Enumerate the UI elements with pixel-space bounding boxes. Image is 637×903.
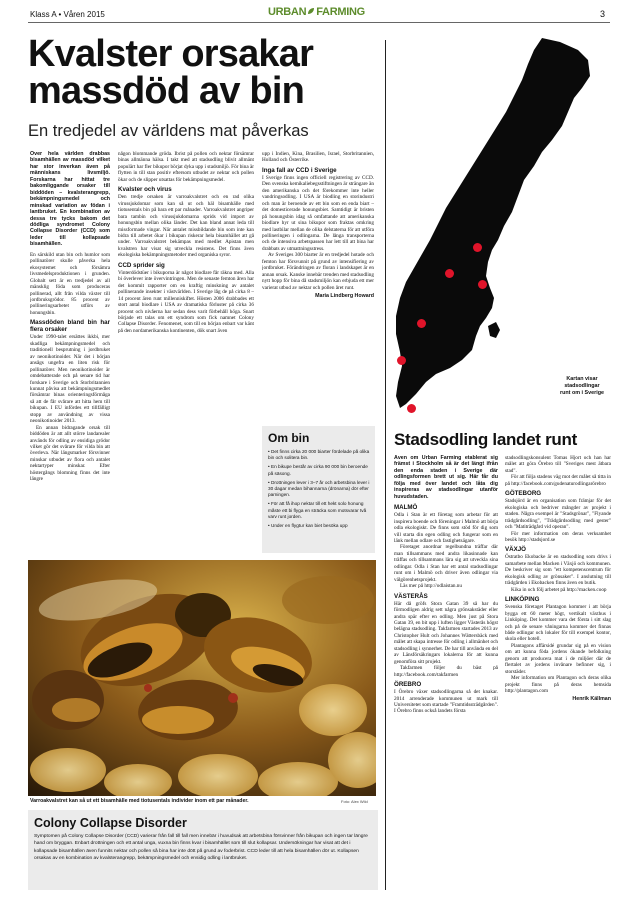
column-1 xyxy=(30,151,110,555)
list-item: • Det finns cirka 20 000 biarter fördelade på olika bin och solitera bin. xyxy=(268,449,370,461)
map-marker-stockholm xyxy=(478,280,487,289)
sweden-map xyxy=(392,36,610,420)
stadsodling-column-1 xyxy=(394,455,498,891)
link-text[interactable]: Takfarmen följer du bäst på http://facebook.com/takfarmen xyxy=(394,665,498,678)
list-item: • En bikupe består av cirka 90 000 bin beroende på säsong. xyxy=(268,464,368,476)
paragraph: Vinterdödstüer i bikuporna är något biodlare får räkna med. Alla bi överlever inte övervintringen. Men de senaste femton åren har det kommit rapporter om en kraftig minskning av antalet pollinerande insekter i västvärlden. I Sverige låg de på cirka 8 – 14 procent ären runt millenniskiftet. Hösten 2006 drabbades ett stort antal biodlare i USA av dramatiska förluster på cirka 36 procent och nivåerna har sedan dess varit förbehåll höga. Snart började ett talas om ett syndrom som fick namnet Colony Collapse Disorder. Fenomenet, som till en början enbart var känt på den nordamerikanska kontinenten, dök snart även xyxy=(118,269,254,334)
list-item: • Drottningen lever i 3–7 år och arbetsbina lever i 30 dagar medan bihannarna (drönarna) dör efter parningen. xyxy=(268,479,370,498)
map-caption-line: runt om i Sverige xyxy=(559,389,605,396)
photo-caption: Varroakvalstret kan så ut ett bisamhälle med tiotusentals individer inom ett par månader. xyxy=(30,798,249,804)
map-marker-malmo xyxy=(407,404,416,413)
link-text[interactable]: Kika in och följ arbetet på http://macken.coop xyxy=(511,586,607,593)
link-text[interactable]: Mer information om Plantagon och deras olika projekt finns på deras hemsida http://plantagon.com xyxy=(505,675,611,695)
paragraph: Företaget anordnar regelbundna träffar där man tillsammans med andra likasinnade kan träffas och tillsammans lära sig att utveckla sina odlingar. Odla i Stan har ett antal stadsodlingar runt om i Malmö och driver även odlingar via välgörenhetsprojekt. xyxy=(394,544,498,583)
link-text[interactable]: Läs mer på http://odlaistan.nu xyxy=(400,583,462,590)
column-3 xyxy=(262,151,374,426)
paragraph: Odla i Stan är ett företag som arbetar för att inspirera boende och föreningar i Malmö att börja odla ekologiskt. De finns som stöd för dig som vill starta din egen odling och fungerar som en länk mellan odlare och fastighetsägare. xyxy=(394,512,498,544)
stadsodling-lead: Även om Urban Farming etablerat sig främst i Stockholm så är det längt ifrån den enda staden i Sverige där odlingsformen brett ut sig. Här får du följa med över landet och låta dig inspireras av stadsodlingar utanför huvudstaden. xyxy=(394,455,498,500)
city-heading: VÄSTERÅS xyxy=(394,592,428,600)
map-caption xyxy=(552,376,612,396)
ccd-text: Symptomen på Colony Collapse Disorder (CCD) varierar från fall till fall men innebär i huvudsak att arbetsbina försvinner från bikupan och ingen tar längre hand om bryggan. Enbart drottningen och ett antal unga, vuxna bin finns kvar i bisamhället som till slut kollapsar. Undersökningar har visat att det i kollapsade bisamhällen även funnits nektar och pollen så bina har inte dött på grund av foderbrist. CCD leder till att hela bisamhällen dör ut. Kollapsen orsakas av en kombination av kvalsterangrepp, bekämpningsmedel och ensidig odling i lantbruket. xyxy=(34,834,368,862)
paragraph: Av Sveriges 300 biarter är en tredjedel hotade och femton har försvunnit på grund av intensifiering av jordbruket. Förändringen av floran i landskapet är en annan orsak. Kanske innebär trenden med stadsodling nytt hopp för bina då stadsmiljön kan erbjuda ett mer varierat utbud av nektar och pollen året runt. xyxy=(262,252,374,291)
paragraph: stadsodlingskonsulent Tomas Hjort och han har målet att göra Örebro till "Sveriges mest ätbara stad". xyxy=(505,455,611,474)
header-rule xyxy=(28,22,610,23)
stadsodling-title: Stadsodling landet runt xyxy=(394,430,577,449)
map-caption-line: Kartan visar xyxy=(566,376,598,382)
paragraph: En särskild utan bin och humlor som pollinatörer skulle påverka hela ekosystemet och försämra livsmedelsproduktionen i grunden. Globalt sett är en tredjedel av all mänsklig föda som produceras pollinerad, allt från vilda växter till jordbruksgrödor. 85 procent av pollineringsarbetet utförs av honungsbin. xyxy=(30,251,110,316)
paragraph: Stadsjörd är en organisation som främjar för det ekologiska och bedriver mångder av projekt i staden. Några exempel är "Stadsgrönar", "Flyande trädgårdsodling", "Trädgårdsodling med gester" och "Matiträdgård vid operan". xyxy=(505,498,611,531)
paragraph: upp i Indien, Kina, Brasilien, Israel, Storbritannien, Holland och Österrike. xyxy=(262,151,374,164)
paragraph: I Sverige finns ingen officiell registrering av CCD. Den svenska kemikaliebegsstiftningen är strängare än den amerikanska och det förekommer inte heller vandringsodling. I USA är biodling en storindustri och man är beroende av ett bin som en enda biart – det domesticerade honungsbiet. Samtidigt är bristen på honungsbin idag så omfattande att amerikanska biodlare hyr ut sina bikupor som fraktas omkring med lastbilar mellan de olika delstaterna för att utföra pollineringen i odlingarna. De långa transporterna och de intensiva arbetspassen har lett till att bina har drabbats av utmattningsstress. xyxy=(262,174,374,252)
map-marker-vaxjo xyxy=(397,356,406,365)
subheading: CCD sprider sig xyxy=(118,261,165,269)
logo-urban: URBAN xyxy=(268,6,307,18)
logo-farming: FARMING xyxy=(316,6,365,18)
title-line-1: Kvalster orsakar xyxy=(28,33,314,75)
link-text[interactable]: För mer information om deras verksamhet besök http://stadsjord.se xyxy=(505,530,611,543)
city-heading: MALMÖ xyxy=(394,504,418,512)
article-lead: Över hela världen drabbas bisamhällen av massdöd vilket har stor inverkan även på människans livsmiljö. Forskarna har hittat tre bakomliggande orsaker till biddöden – kvalsterangrepp, bekämpningsmedel och minskad variation av födan i lantbruket. En kombination av dessa tre tycks bakom det dödliga syndromet Colony Collapse Disorder (CCD) som leder till kollapsade bisamhällen. xyxy=(30,151,110,248)
author: Henrik Källman xyxy=(572,695,611,702)
paragraph: Här då gröfs Stora Gatan 39 så har du förmodligen aldrig sett några grönsakstäder eller andra spär efter en odling. Men just på Stora Gatan 39, en bit upp i luften ligger Västerås högst belägna stadsodling. Takfarmen startades 2013 av Christopher Hult och Johannes Wättersbäck med målet att skapa intresse för odling i allmänhet och stadsodling i synnerhet. De har till använda en del av Länsförsäkringars lokalerna för att kunna genomföra sitt projekt. xyxy=(394,600,498,665)
map-marker-gavle xyxy=(473,243,482,252)
city-heading: ÖREBRO xyxy=(394,681,422,689)
article-title xyxy=(28,33,388,112)
om-bin-box xyxy=(262,426,375,553)
paragraph: någon blommande gröda. Ibrist på pollen och nektar försämrar binas allmänna hälsa. I takt med att stadsodling blivit allmänt populärt har fler bikupor börjat dyka upp i stadsmiljö. För bina är flytten in till stan positiv eftersom utbudet av nektar och pollen ökar och de slipper utsattas för bekämpningsmedel. xyxy=(118,151,254,183)
map-marker-goteborg xyxy=(417,319,426,328)
logo xyxy=(268,6,365,18)
paragraph: En annan bidragande orsak till biddöden är att allt större landarealer används för odling av ensidiga grödor vilket gör det svårare för vilda bin att överleva. När längsmarker försvinner minskar utbudet av flora och antalet nektartyper minskar. Efter höstergångs blomning finns det inte längre xyxy=(30,424,110,483)
ccd-title: Colony Collapse Disorder xyxy=(34,816,187,830)
sweden-shape xyxy=(396,38,590,408)
link-text[interactable]: För att följa stadens väg mot det målet så titta in på http://facebook.com/gudenaturodlingarörebro xyxy=(505,474,611,487)
byline: Maria Lindberg Howard xyxy=(315,293,374,300)
paragraph: Plantagons affärsidé grundar sig på en vision om att kunna föda jordens ökande befolkning genom att producera mat i de miljöer där de flertalet av jordens invånare befinner sig, i storstäder. xyxy=(505,642,611,675)
paragraph: Under 1990-talet ersättes ikkbi, mer skadliga bekämpningsmedel och traditionell besprutning i jordbruket av neonikotinoider. När det i början ansågs ungefra en liten risk för pollinatörer. Men neonikotinoider är omdebatterade och på senare tid har forskare i Sverige och Storbritannien kunnat påvisa att bekämpningsmedlet försämrar binas orienteringsförmåga så att de får svårare att hitta hem till bikupan. I EU infördes ett tillfälligt stopp av användning av vissa neonikotinoider 2013. xyxy=(30,334,110,425)
subheading: Inga fall av CCD i Sverige xyxy=(262,166,337,174)
om-bin-title: Om bin xyxy=(268,431,310,445)
map-marker-vasteras xyxy=(445,269,454,278)
list-item: • Under en flygtur kan biet besöka upp xyxy=(268,523,348,529)
ccd-box xyxy=(28,810,378,890)
paragraph: Svenska företaget Plantagon kommer i att börja bygga ett 60 meter högt, vertikalt växthus i Linköping. Det kommer vara det första i sitt slag och på de senare våningarna kommer det finnas både odlingar och lokaler för till exempel kontor, skola eller hotell. xyxy=(505,604,611,643)
bee-photo xyxy=(28,560,376,796)
paragraph: Den tredje orsaken är varroakvalstret och en rad olika virussjukdomar som kan så ut och häl bisamhälle med tiotusentals bin på bara ett par månader. Varroakvalstret angriper bara tambin och virussjukdomarna sprids vid import av honungsbin mellan olika länder. Det kan bland annat leda till missformade vingar. När antalet missbildande bin som inte kan bidra till arbetet ökar i bikupan riskerar hela bisamhället att gå under. Varroakvalstret bekämpas med medlet Apistan men kvalstren har visat sig utveckla resistens. Det finns även ekologiska bekämpningsmetoder med organiska syror. xyxy=(118,194,254,259)
om-bin-list xyxy=(268,449,370,529)
paragraph: I Örebro växer stadsodlingarna så det knakar. 2014 arrenderade kommunen ut mark till Universitetet som startade "Framtidssträdgården". I Örebro finns också landets första xyxy=(394,689,498,715)
title-line-2: massdöd av bin xyxy=(28,70,304,112)
article-subtitle: En tredjedel av världens mat påverkas xyxy=(28,122,309,140)
subheading: Massdöden bland bin har flera orsaker xyxy=(30,319,110,334)
issue-label: Klass A • Våren 2015 xyxy=(30,10,105,19)
list-item: • För att få ihop nektar till ett hekt solo honung måste ett bi flyga en sträcka som motsvarar två varv runt jorden. xyxy=(268,501,367,520)
stadsodling-column-2 xyxy=(505,455,611,891)
city-heading: GÖTEBORG xyxy=(505,490,542,498)
paragraph: Östratbo Ekobacke är en stadsodling som drivs i samarbete mellan Macken i Växjö och kommunen. De beskriver sig som "ett kompetenscentrum för ekologisk odling av grönsaker". I anslutning till trädgården i Ekobacken finns även en butik. xyxy=(505,554,611,587)
subheading: Kvalster och virus xyxy=(118,186,172,194)
column-divider xyxy=(385,40,386,890)
column-2 xyxy=(118,151,254,555)
city-heading: VÄXJÖ xyxy=(505,546,526,554)
leaf-icon xyxy=(307,6,315,14)
city-heading: LINKÖPING xyxy=(505,596,540,604)
page-number: 3 xyxy=(600,9,606,19)
photo-credit: Foto: Alex Wild xyxy=(341,799,368,804)
map-caption-line: stadsodlingar xyxy=(564,382,600,389)
